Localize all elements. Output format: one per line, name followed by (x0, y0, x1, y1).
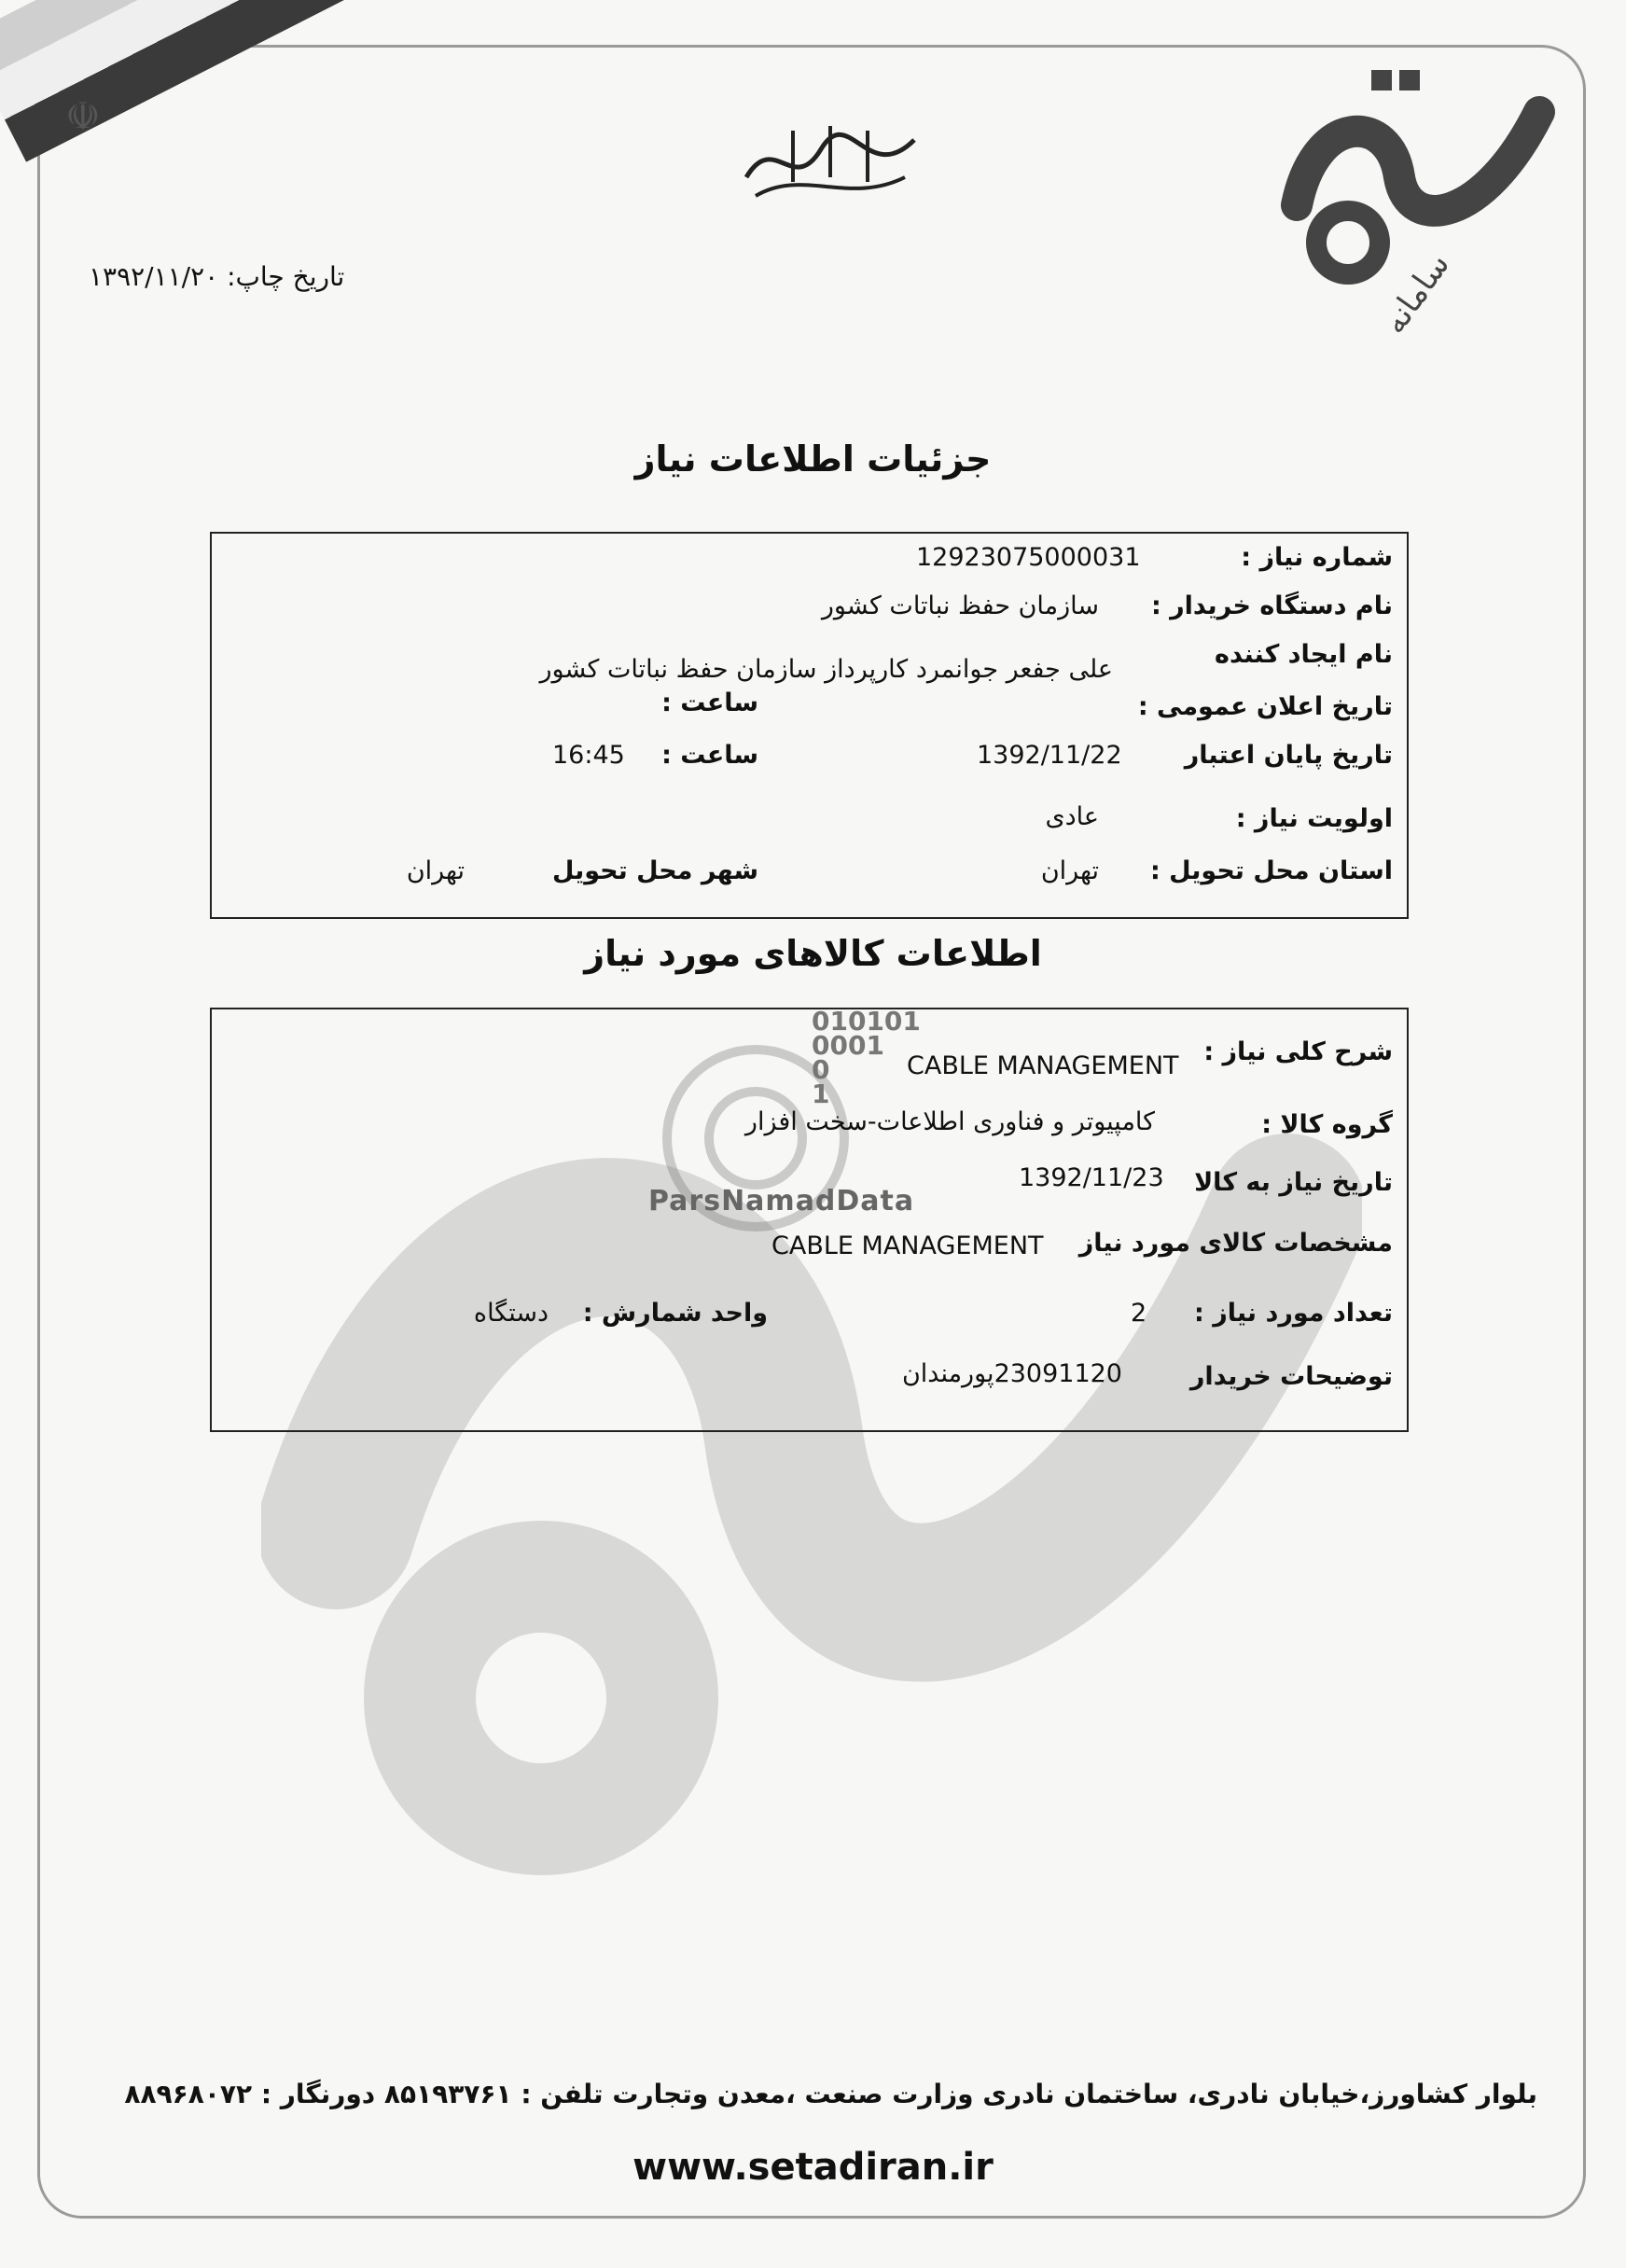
setad-logo (1259, 56, 1567, 364)
goods-group-label: گروه کالا : (1261, 1110, 1393, 1139)
buyer-label: نام دستگاه خریدار : (1150, 591, 1393, 620)
validity-time-label: ساعت : (661, 741, 758, 770)
need-number-value: 12923075000031 (916, 543, 1141, 572)
footer-address: بلوار کشاورز،خیابان نادری، ساختمان نادری وزارت صنعت ،معدن وتجارت تلفن : ۸۵۱۹۳۷۶۱ دورنگار : ۸۸۹۶۸۰۷۲ (124, 2079, 1537, 2109)
unit-label: واحد شمارش : (582, 1299, 768, 1328)
creator-value: علی جفعر جوانمرد کارپرداز سازمان حفظ نباتات کشور (539, 655, 1113, 684)
buyer-value: سازمان حفظ نباتات کشور (821, 591, 1099, 620)
parsnamaddata-text: ParsNamadData (648, 1185, 915, 1217)
goods-info-box (210, 1008, 1409, 1432)
general-desc-label: شرح کلی نیاز : (1203, 1037, 1393, 1066)
svg-text:سامانه: سامانه (1375, 246, 1457, 341)
creator-label: نام ایجاد کننده (1215, 640, 1393, 669)
priority-value: عادی (1045, 802, 1099, 831)
unit-value: دستگاه (473, 1299, 549, 1328)
need-details-box (210, 532, 1409, 919)
quantity-value: 2 (1131, 1299, 1147, 1328)
validity-end-value: 1392/11/22 (977, 741, 1122, 770)
validity-end-label: تاریخ پایان اعتبار (1184, 741, 1393, 770)
binary-watermark: 010101 0001 0 1 (812, 1006, 921, 1109)
basmala-calligraphy (737, 112, 924, 215)
city-value: تهران (406, 856, 465, 885)
goods-group-value: کامپیوتر و فناوری اطلاعات-سخت افزار (744, 1107, 1155, 1136)
announce-time-label: ساعت : (661, 689, 758, 717)
need-details-title: جزئیات اطلاعات نیاز (634, 438, 992, 480)
priority-label: اولویت نیاز : (1235, 804, 1393, 833)
need-number-label: شماره نیاز : (1241, 543, 1393, 572)
public-announce-label: تاریخ اعلان عمومی : (1137, 692, 1393, 721)
general-desc-value: CABLE MANAGEMENT (907, 1051, 1179, 1080)
quantity-label: تعداد مورد نیاز : (1194, 1299, 1393, 1328)
goods-info-title: اطلاعات کالاهای مورد نیاز (584, 933, 1042, 974)
province-label: استان محل تحویل : (1149, 856, 1393, 885)
need-date-label: تاریخ نیاز به کالا (1194, 1168, 1393, 1197)
iran-emblem-icon: ☫ (65, 93, 101, 139)
need-date-value: 1392/11/23 (1019, 1163, 1164, 1192)
city-label: شهر محل تحویل (551, 856, 758, 885)
province-value: تهران (1040, 856, 1099, 885)
buyer-notes-label: توضیحات خریدار (1189, 1362, 1393, 1391)
footer-website: www.setadiran.ir (632, 2146, 994, 2189)
spec-value: CABLE MANAGEMENT (771, 1231, 1044, 1260)
print-date: تاریخ چاپ: ۱۳۹۲/۱۱/۲۰ (89, 261, 345, 292)
spec-label: مشخصات کالای مورد نیاز (1078, 1229, 1393, 1258)
validity-time-value: 16:45 (552, 741, 625, 770)
buyer-notes-value: 23091120پورمندان (901, 1359, 1122, 1388)
